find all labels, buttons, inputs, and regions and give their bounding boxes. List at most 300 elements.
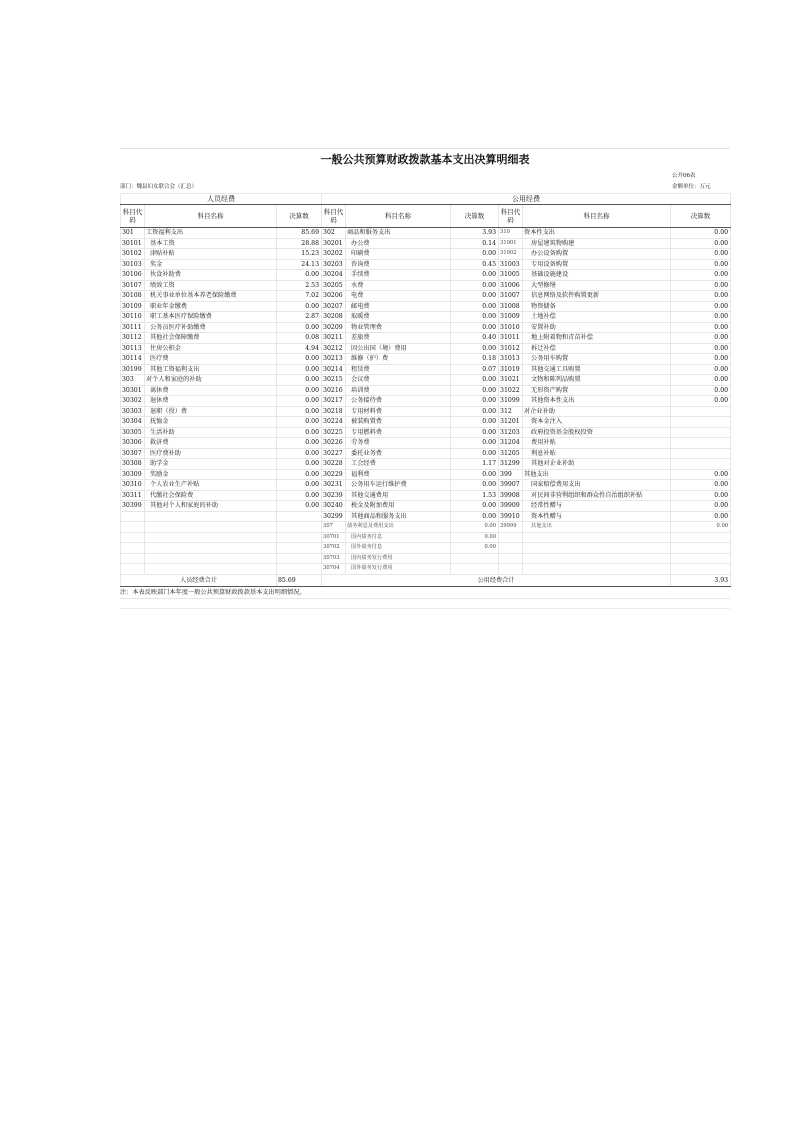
cell-amount [671, 532, 731, 543]
table-code: 公开06表 [672, 173, 696, 179]
cell-code: 31012 [499, 343, 523, 354]
cell-code: 30113 [121, 343, 145, 354]
cell-amount: 24.13 [277, 259, 322, 270]
cell-code: 39910 [499, 511, 523, 522]
cell-name: 国外债务发行费用 [346, 564, 451, 575]
cell-amount: 0.00 [277, 396, 322, 407]
cell-name: 基础设施建设 [523, 270, 671, 281]
cell-amount: 0.00 [671, 238, 731, 249]
cell-code: 30304 [121, 417, 145, 428]
cell-amount [671, 564, 731, 575]
cell-name: 物业管理费 [346, 322, 451, 333]
cell-code: 30215 [322, 375, 346, 386]
column-header-row [121, 205, 731, 228]
cell-code: 30203 [322, 259, 346, 270]
cell-name: 信息网络及软件购置更新 [523, 291, 671, 302]
cell-code: 30106 [121, 270, 145, 281]
cell-name: 邮电费 [346, 301, 451, 312]
cell-name: 对企业补助 [523, 406, 671, 417]
cell-amount: 0.00 [451, 448, 499, 459]
cell-name: 奖金 [145, 259, 277, 270]
table-row [121, 280, 731, 291]
cell-name: 水费 [346, 280, 451, 291]
cell-name [145, 564, 277, 575]
cell-amount: 0.00 [451, 522, 499, 533]
header-name: 科目名称 [145, 205, 277, 228]
cell-code [499, 553, 523, 564]
cell-amount: 0.00 [671, 469, 731, 480]
table-code-row [120, 171, 730, 182]
table-row [121, 291, 731, 302]
cell-amount: 0.00 [277, 501, 322, 512]
cell-amount: 0.18 [451, 354, 499, 365]
cell-name: 专用材料费 [346, 406, 451, 417]
cell-amount [671, 417, 731, 428]
cell-amount: 0.00 [451, 417, 499, 428]
cell-name: 房屋建筑物购建 [523, 238, 671, 249]
cell-code: 30310 [121, 480, 145, 491]
cell-name: 资本性赠与 [523, 511, 671, 522]
cell-amount: 0.00 [671, 501, 731, 512]
cell-amount [671, 459, 731, 470]
cell-amount: 0.00 [451, 301, 499, 312]
cell-name: 其他对个人和家庭的补助 [145, 501, 277, 512]
table-row [121, 301, 731, 312]
cell-name: 公务用车购置 [523, 354, 671, 365]
cell-amount [671, 553, 731, 564]
cell-code: 30211 [322, 333, 346, 344]
cell-name: 工会经费 [346, 459, 451, 470]
unit-label: 金额单位：万元 [672, 184, 711, 190]
cell-name: 商品和服务支出 [346, 228, 451, 239]
cell-code: 31007 [499, 291, 523, 302]
cell-code: 30306 [121, 438, 145, 449]
cell-name [145, 532, 277, 543]
cell-code: 30311 [121, 490, 145, 501]
cell-amount: 0.14 [451, 238, 499, 249]
table-row [121, 459, 731, 470]
cell-code: 30305 [121, 427, 145, 438]
cell-code [499, 543, 523, 554]
cell-name: 机关事业单位基本养老保险缴费 [145, 291, 277, 302]
cell-code: 30206 [322, 291, 346, 302]
cell-code: 31006 [499, 280, 523, 291]
cell-name: 办公设备购置 [523, 249, 671, 260]
cell-amount: 0.00 [451, 280, 499, 291]
cell-amount: 0.00 [277, 322, 322, 333]
group-personnel: 人员经费 [121, 194, 322, 205]
cell-name [145, 543, 277, 554]
cell-code: 31008 [499, 301, 523, 312]
table-row [121, 448, 731, 459]
cell-code: 31022 [499, 385, 523, 396]
cell-amount [671, 438, 731, 449]
cell-code: 30239 [322, 490, 346, 501]
cell-amount [277, 522, 322, 533]
cell-amount: 0.00 [277, 480, 322, 491]
cell-code: 39908 [499, 490, 523, 501]
cell-amount [671, 406, 731, 417]
table-row [121, 364, 731, 375]
cell-name: 资本金注入 [523, 417, 671, 428]
table-row [121, 543, 731, 554]
footnote: 注：本表反映部门本年度一般公共预算财政拨款基本支出明细情况。 [120, 587, 730, 599]
cell-amount: 0.00 [277, 427, 322, 438]
table-row [121, 490, 731, 501]
cell-code: 30101 [121, 238, 145, 249]
report-title: 一般公共预算财政拨款基本支出决算明细表 [120, 148, 730, 171]
header-name: 科目名称 [346, 205, 451, 228]
table-row [121, 480, 731, 491]
cell-code: 39999 [499, 522, 523, 533]
cell-name: 抚恤金 [145, 417, 277, 428]
group-public: 公用经费 [322, 194, 731, 205]
cell-amount: 0.00 [671, 301, 731, 312]
cell-name: 电费 [346, 291, 451, 302]
cell-code: 31005 [499, 270, 523, 281]
total-personnel-value: 85.69 [277, 574, 322, 586]
cell-amount: 0.00 [451, 396, 499, 407]
cell-name: 救济费 [145, 438, 277, 449]
cell-name [145, 511, 277, 522]
cell-code: 30213 [322, 354, 346, 365]
cell-code: 30114 [121, 354, 145, 365]
total-row [121, 574, 731, 586]
cell-amount [451, 564, 499, 575]
table-row [121, 375, 731, 386]
cell-amount: 0.00 [277, 364, 322, 375]
trailer-row [120, 599, 730, 609]
cell-code: 30217 [322, 396, 346, 407]
cell-code: 31205 [499, 448, 523, 459]
cell-code: 31001 [499, 238, 523, 249]
cell-name: 职工基本医疗保险缴费 [145, 312, 277, 323]
cell-name: 津贴补贴 [145, 249, 277, 260]
cell-name: 其他工资福利支出 [145, 364, 277, 375]
cell-amount [277, 553, 322, 564]
cell-code: 31299 [499, 459, 523, 470]
cell-code: 30240 [322, 501, 346, 512]
cell-amount: 0.00 [671, 490, 731, 501]
cell-amount: 0.00 [277, 406, 322, 417]
cell-name: 办公费 [346, 238, 451, 249]
cell-amount [277, 511, 322, 522]
cell-code: 30704 [322, 564, 346, 575]
cell-name: 租赁费 [346, 364, 451, 375]
cell-name [523, 543, 671, 554]
cell-amount: 0.00 [671, 522, 731, 533]
cell-code: 30109 [121, 301, 145, 312]
cell-amount: 0.00 [277, 469, 322, 480]
cell-amount [451, 553, 499, 564]
cell-name: 委托业务费 [346, 448, 451, 459]
cell-name: 专用燃料费 [346, 427, 451, 438]
cell-code: 399 [499, 469, 523, 480]
cell-code: 30231 [322, 480, 346, 491]
cell-name: 国内债务发行费用 [346, 553, 451, 564]
cell-code: 31019 [499, 364, 523, 375]
cell-amount: 0.00 [451, 438, 499, 449]
cell-code: 30209 [322, 322, 346, 333]
cell-name: 工资福利支出 [145, 228, 277, 239]
cell-code [121, 522, 145, 533]
cell-amount: 0.00 [671, 228, 731, 239]
cell-amount: 0.00 [671, 375, 731, 386]
cell-code: 30216 [322, 385, 346, 396]
cell-amount: 0.00 [277, 459, 322, 470]
cell-name: 印刷费 [346, 249, 451, 260]
cell-name: 助学金 [145, 459, 277, 470]
cell-amount: 0.00 [277, 438, 322, 449]
table-row [121, 564, 731, 575]
table-row [121, 270, 731, 281]
cell-code: 301 [121, 228, 145, 239]
cell-name: 债务利息及费用支出 [346, 522, 451, 533]
cell-name: 物资储备 [523, 301, 671, 312]
cell-amount: 0.00 [451, 480, 499, 491]
cell-code: 30214 [322, 364, 346, 375]
cell-name: 其他支出 [523, 469, 671, 480]
cell-code: 30228 [322, 459, 346, 470]
cell-amount: 0.00 [451, 343, 499, 354]
cell-amount: 0.00 [451, 249, 499, 260]
table-row [121, 532, 731, 543]
cell-name [145, 553, 277, 564]
cell-amount: 0.40 [451, 333, 499, 344]
total-public-value: 3.93 [671, 574, 731, 586]
cell-name: 职业年金缴费 [145, 301, 277, 312]
cell-code: 39907 [499, 480, 523, 491]
cell-code: 30701 [322, 532, 346, 543]
cell-name: 其他支出 [523, 522, 671, 533]
cell-name: 退休费 [145, 396, 277, 407]
cell-name: 利息补贴 [523, 448, 671, 459]
cell-name: 奖励金 [145, 469, 277, 480]
cell-name: 公务用车运行维护费 [346, 480, 451, 491]
group-header-row [121, 194, 731, 205]
cell-amount [277, 543, 322, 554]
cell-amount: 0.00 [671, 354, 731, 365]
cell-name: 公务接待费 [346, 396, 451, 407]
cell-amount: 0.00 [671, 280, 731, 291]
table-row [121, 238, 731, 249]
cell-code: 30208 [322, 312, 346, 323]
cell-amount: 0.00 [277, 417, 322, 428]
cell-amount: 0.00 [277, 448, 322, 459]
cell-amount: 0.00 [277, 270, 322, 281]
cell-name: 手续费 [346, 270, 451, 281]
table-row [121, 333, 731, 344]
cell-name: 地上附着物和青苗补偿 [523, 333, 671, 344]
table-row [121, 501, 731, 512]
cell-name [523, 564, 671, 575]
cell-name: 其他社会保障缴费 [145, 333, 277, 344]
cell-name: 取暖费 [346, 312, 451, 323]
cell-code: 30204 [322, 270, 346, 281]
cell-amount: 0.00 [671, 270, 731, 281]
table-row [121, 417, 731, 428]
cell-name: 国内债务付息 [346, 532, 451, 543]
cell-name: 差旅费 [346, 333, 451, 344]
cell-amount: 0.00 [451, 406, 499, 417]
cell-amount: 0.00 [451, 427, 499, 438]
cell-name [523, 532, 671, 543]
cell-amount: 0.00 [277, 375, 322, 386]
report-sheet [120, 148, 730, 609]
cell-amount [277, 564, 322, 575]
cell-amount: 0.08 [277, 333, 322, 344]
cell-amount: 0.00 [451, 385, 499, 396]
cell-name: 医疗费补助 [145, 448, 277, 459]
cell-amount: 3.93 [451, 228, 499, 239]
cell-code: 31011 [499, 333, 523, 344]
cell-amount: 0.00 [451, 511, 499, 522]
cell-name: 其他交通费用 [346, 490, 451, 501]
header-name: 科目名称 [523, 205, 671, 228]
cell-amount: 0.00 [671, 396, 731, 407]
cell-name: 生活补助 [145, 427, 277, 438]
cell-code [499, 564, 523, 575]
cell-code: 30207 [322, 301, 346, 312]
cell-amount: 0.00 [671, 259, 731, 270]
cell-code: 30225 [322, 427, 346, 438]
cell-code [121, 511, 145, 522]
cell-code: 310 [499, 228, 523, 239]
cell-name: 维修（护）费 [346, 354, 451, 365]
cell-name: 资本性支出 [523, 228, 671, 239]
cell-code: 31203 [499, 427, 523, 438]
cell-name: 劳务费 [346, 438, 451, 449]
header-code: 科目代码 [499, 205, 523, 228]
table-row [121, 322, 731, 333]
cell-amount: 0.00 [451, 532, 499, 543]
cell-name: 专用设备购置 [523, 259, 671, 270]
table-row [121, 427, 731, 438]
table-row [121, 249, 731, 260]
cell-amount: 0.00 [671, 291, 731, 302]
cell-code: 31010 [499, 322, 523, 333]
total-personnel-label: 人员经费合计 [121, 574, 277, 586]
cell-amount: 0.00 [451, 543, 499, 554]
cell-amount: 0.00 [451, 312, 499, 323]
cell-code: 30226 [322, 438, 346, 449]
cell-name: 国外债务付息 [346, 543, 451, 554]
cell-code: 30301 [121, 385, 145, 396]
table-row [121, 259, 731, 270]
cell-code [499, 532, 523, 543]
cell-name: 培训费 [346, 385, 451, 396]
cell-name: 文物和陈列品购置 [523, 375, 671, 386]
cell-amount: 0.45 [451, 259, 499, 270]
cell-name: 对民间非营利组织和群众性自治组织补贴 [523, 490, 671, 501]
table-row [121, 312, 731, 323]
cell-amount: 0.00 [671, 343, 731, 354]
cell-name: 无形资产购置 [523, 385, 671, 396]
table-row [121, 553, 731, 564]
cell-code [121, 553, 145, 564]
table-row [121, 354, 731, 365]
cell-code: 31201 [499, 417, 523, 428]
cell-amount: 0.00 [671, 333, 731, 344]
cell-amount: 0.00 [671, 322, 731, 333]
table-row [121, 469, 731, 480]
department-row [120, 182, 730, 193]
cell-code [121, 532, 145, 543]
cell-code: 30307 [121, 448, 145, 459]
cell-code: 30224 [322, 417, 346, 428]
cell-amount: 2.53 [277, 280, 322, 291]
cell-amount: 28.88 [277, 238, 322, 249]
cell-code: 31021 [499, 375, 523, 386]
cell-code: 30302 [121, 396, 145, 407]
cell-code: 30112 [121, 333, 145, 344]
cell-name: 会议费 [346, 375, 451, 386]
cell-code: 30212 [322, 343, 346, 354]
cell-code: 30108 [121, 291, 145, 302]
cell-amount: 15.23 [277, 249, 322, 260]
cell-amount: 0.00 [671, 249, 731, 260]
table-row [121, 396, 731, 407]
cell-code: 30110 [121, 312, 145, 323]
cell-code: 30199 [121, 364, 145, 375]
cell-code [121, 564, 145, 575]
expenditure-table [120, 193, 731, 587]
department-label: 部门：魏县妇女联合会（汇总） [120, 184, 198, 190]
cell-code: 30102 [121, 249, 145, 260]
cell-amount: 0.00 [277, 301, 322, 312]
cell-name: 拆迁补偿 [523, 343, 671, 354]
cell-amount [671, 448, 731, 459]
cell-name: 个人农业生产补贴 [145, 480, 277, 491]
cell-code: 30227 [322, 448, 346, 459]
cell-amount: 0.00 [451, 291, 499, 302]
cell-code: 31002 [499, 249, 523, 260]
table-row [121, 406, 731, 417]
cell-name: 离休费 [145, 385, 277, 396]
cell-amount: 7.02 [277, 291, 322, 302]
cell-code: 30103 [121, 259, 145, 270]
cell-name: 因公出国（境）费用 [346, 343, 451, 354]
cell-name [145, 522, 277, 533]
cell-name: 伙食补助费 [145, 270, 277, 281]
cell-code: 31013 [499, 354, 523, 365]
cell-name: 绩效工资 [145, 280, 277, 291]
cell-code: 30107 [121, 280, 145, 291]
cell-name: 代缴社会保险费 [145, 490, 277, 501]
cell-amount: 0.00 [277, 354, 322, 365]
cell-amount: 0.07 [451, 364, 499, 375]
cell-code: 303 [121, 375, 145, 386]
cell-amount: 1.53 [451, 490, 499, 501]
header-amount: 决算数 [277, 205, 322, 228]
cell-name: 其他资本性支出 [523, 396, 671, 407]
cell-code: 31099 [499, 396, 523, 407]
cell-amount: 0.00 [451, 501, 499, 512]
cell-name: 对个人和家庭的补助 [145, 375, 277, 386]
cell-amount: 0.00 [671, 385, 731, 396]
table-body [121, 228, 731, 575]
table-row [121, 228, 731, 239]
cell-name: 国家赔偿费用支出 [523, 480, 671, 491]
cell-code: 39909 [499, 501, 523, 512]
cell-code [121, 543, 145, 554]
cell-code: 30303 [121, 406, 145, 417]
cell-amount: 0.00 [671, 364, 731, 375]
table-row [121, 385, 731, 396]
cell-code: 30703 [322, 553, 346, 564]
cell-code: 30309 [121, 469, 145, 480]
cell-name: 福利费 [346, 469, 451, 480]
